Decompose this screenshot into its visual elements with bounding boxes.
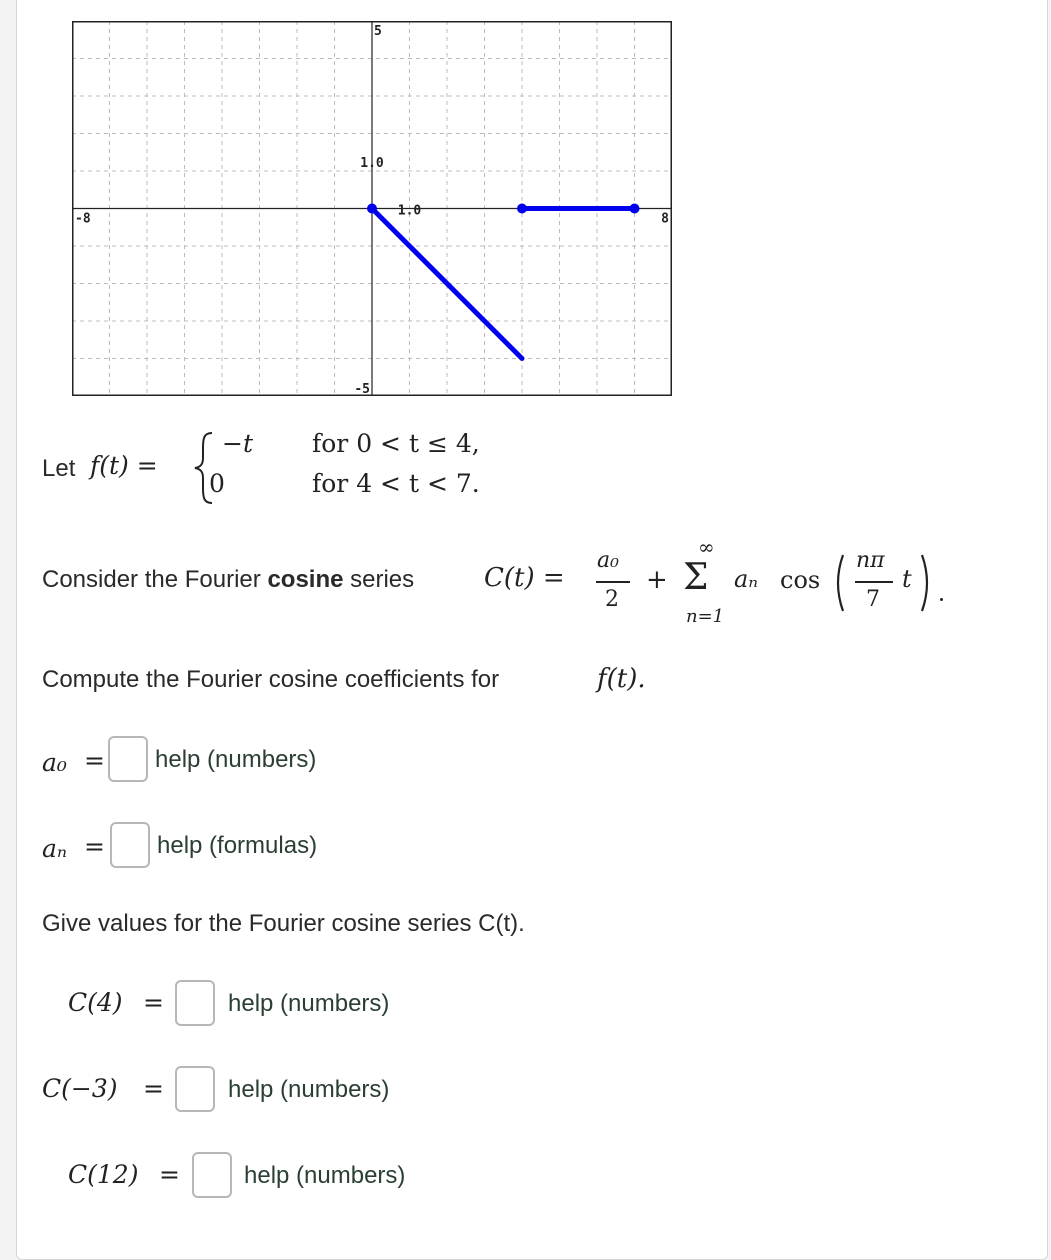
tick-label-x-min: -8 xyxy=(75,211,91,227)
let-label: Let xyxy=(42,455,76,482)
endpoint-marker xyxy=(367,204,377,214)
graph-series xyxy=(367,204,640,359)
fraction-numerator: a₀ xyxy=(597,548,619,573)
left-paren xyxy=(830,552,846,614)
an-equals: = xyxy=(84,832,105,861)
argument-numerator: nπ xyxy=(856,548,885,573)
c4-answer-input[interactable] xyxy=(175,980,215,1026)
a0-answer-input[interactable] xyxy=(108,736,148,782)
c-neg3-help-link[interactable]: help (numbers) xyxy=(228,1076,390,1103)
c4-help-link[interactable]: help (numbers) xyxy=(228,990,390,1017)
sum-upper-limit: ∞ xyxy=(698,535,715,559)
argument-fraction-bar xyxy=(855,581,893,583)
values-instruction: Give values for the Fourier cosine series C(t). xyxy=(42,910,525,937)
sum-lower-limit: n=1 xyxy=(686,606,725,627)
series-bold-word: cosine xyxy=(267,566,344,593)
tick-label-y-max: 5 xyxy=(374,24,382,39)
cosine-function: cos xyxy=(780,566,821,594)
case1-expression: −t xyxy=(222,429,253,458)
case2-condition: for 4 < t < 7. xyxy=(312,469,480,498)
plus-sign: + xyxy=(646,565,668,595)
fraction-bar xyxy=(596,581,630,583)
c-neg3-equals: = xyxy=(143,1074,164,1103)
a0-help-link[interactable]: help (numbers) xyxy=(155,746,317,773)
argument-denominator: 7 xyxy=(866,587,880,612)
c12-label: C(12) xyxy=(68,1160,139,1189)
a0-label: a₀ xyxy=(42,748,67,777)
period-dot xyxy=(940,598,943,601)
endpoint-marker xyxy=(630,204,640,214)
c12-help-link[interactable]: help (numbers) xyxy=(244,1162,406,1189)
a0-equals: = xyxy=(84,746,105,775)
tick-label-y-min: -5 xyxy=(354,382,370,396)
c12-equals: = xyxy=(159,1160,180,1189)
case2-expression: 0 xyxy=(209,469,225,498)
an-label: aₙ xyxy=(42,834,68,863)
function-lhs: f(t) = xyxy=(90,451,158,480)
tick-label-x-max: 8 xyxy=(661,211,669,227)
c-neg3-answer-input[interactable] xyxy=(175,1066,215,1112)
tick-label-y-unit: 1.0 xyxy=(360,156,384,171)
c12-answer-input[interactable] xyxy=(192,1152,232,1198)
endpoint-marker xyxy=(517,204,527,214)
fraction-denominator: 2 xyxy=(605,587,619,612)
series-suffix: series xyxy=(343,566,415,593)
right-paren xyxy=(919,552,935,614)
argument-variable: t xyxy=(902,565,912,593)
sigma-symbol: Σ xyxy=(683,557,709,598)
series-prefix: Consider the Fourier xyxy=(42,566,268,593)
compute-instruction: Compute the Fourier cosine coefficients for xyxy=(42,666,500,693)
c4-equals: = xyxy=(143,988,164,1017)
series-coefficient: aₙ xyxy=(734,565,759,593)
an-answer-input[interactable] xyxy=(110,822,150,868)
series-lhs: C(t) = xyxy=(484,563,565,593)
case1-condition: for 0 < t ≤ 4, xyxy=(312,429,480,458)
c4-label: C(4) xyxy=(68,988,123,1017)
c-neg3-label: C(−3) xyxy=(42,1074,118,1103)
compute-function: f(t). xyxy=(597,664,646,694)
series-intro xyxy=(42,566,414,594)
an-help-link[interactable]: help (formulas) xyxy=(157,832,318,859)
function-graph xyxy=(72,21,672,396)
tick-label-x-unit: 1.0 xyxy=(397,203,422,219)
